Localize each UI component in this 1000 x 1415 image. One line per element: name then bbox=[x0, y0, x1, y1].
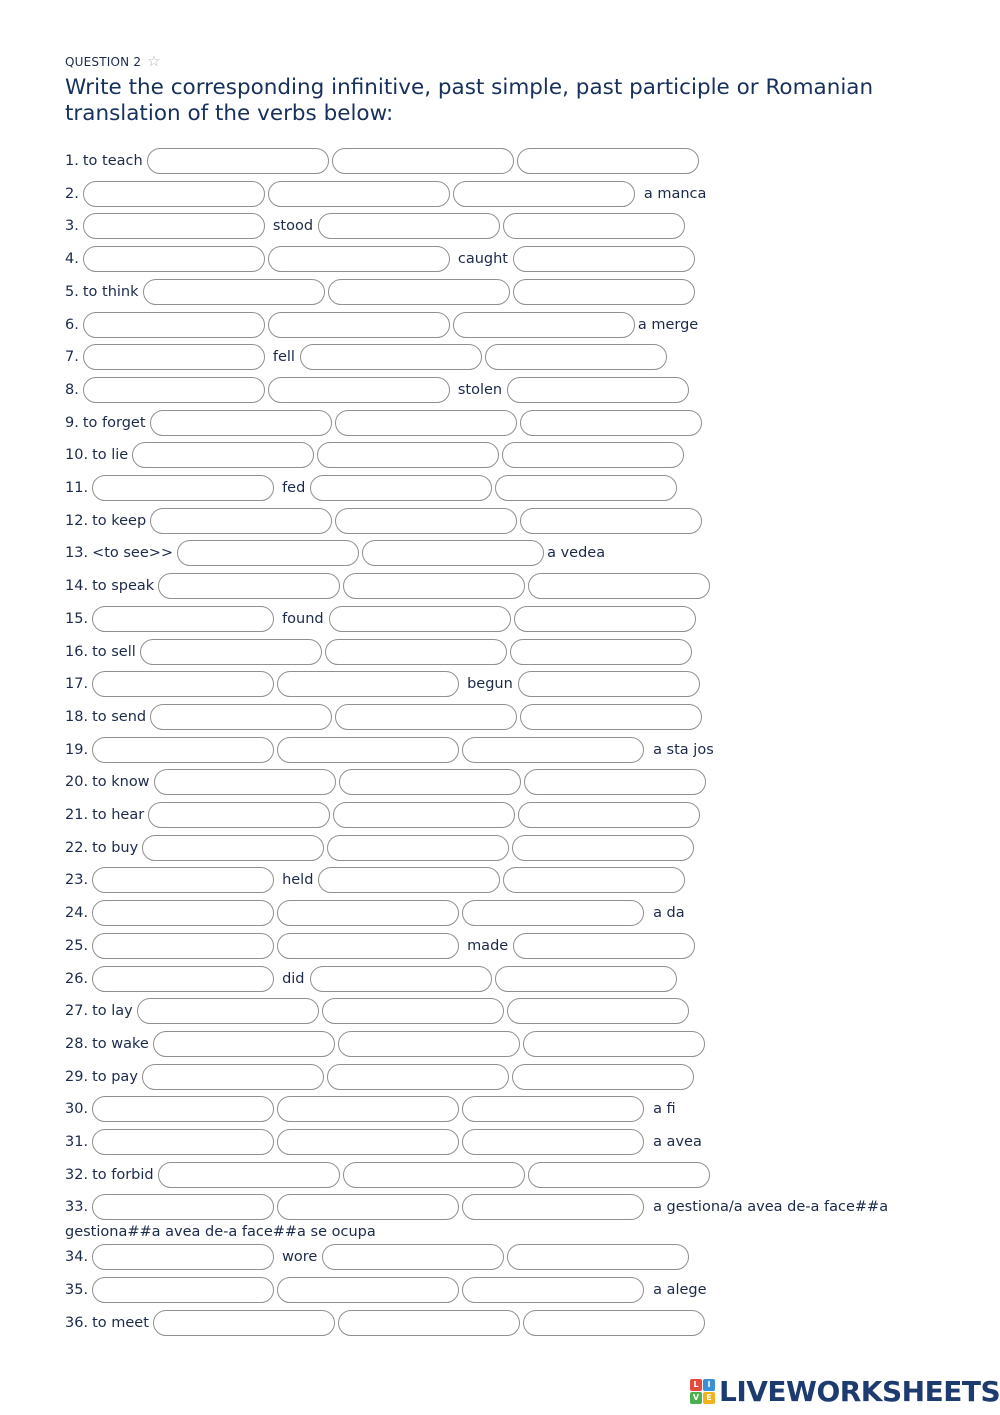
exercise-row bbox=[65, 767, 709, 797]
answer-input[interactable] bbox=[510, 639, 692, 665]
answer-input[interactable] bbox=[92, 606, 274, 632]
answer-input[interactable] bbox=[503, 213, 685, 239]
translation: a da bbox=[653, 905, 685, 922]
row-number: 24. bbox=[65, 905, 89, 922]
row-number: 15. bbox=[65, 610, 89, 627]
answer-input[interactable] bbox=[277, 737, 459, 763]
answer-input[interactable] bbox=[92, 933, 274, 959]
answer-input[interactable] bbox=[154, 769, 336, 795]
answer-input[interactable] bbox=[83, 377, 265, 403]
translation: a manca bbox=[643, 185, 707, 202]
exercise-row bbox=[65, 1062, 697, 1092]
exercise-row bbox=[65, 865, 688, 895]
answer-input[interactable] bbox=[92, 1244, 274, 1270]
answer-input[interactable] bbox=[318, 213, 500, 239]
exercise-row bbox=[65, 637, 695, 667]
translation: a merge bbox=[637, 316, 699, 333]
given-form: caught bbox=[457, 251, 508, 268]
answer-input[interactable] bbox=[153, 1031, 335, 1057]
row-number: 31. bbox=[65, 1134, 89, 1150]
instructions: Write the corresponding infinitive, past simple, past participle or Romanian translation of the verbs below: bbox=[65, 75, 874, 126]
row-number: 22. bbox=[65, 839, 89, 856]
answer-input[interactable] bbox=[520, 410, 702, 436]
answer-input[interactable] bbox=[92, 737, 274, 763]
exercise-row bbox=[65, 244, 698, 274]
given-form: stolen bbox=[457, 381, 503, 398]
translation: a sta jos bbox=[653, 741, 714, 758]
answer-input[interactable] bbox=[518, 802, 700, 828]
answer-input[interactable] bbox=[343, 573, 525, 599]
exercise-row bbox=[65, 1160, 713, 1190]
exercise-row bbox=[65, 1094, 680, 1124]
answer-input[interactable] bbox=[177, 540, 359, 566]
answer-input[interactable] bbox=[300, 344, 482, 370]
answer-input[interactable] bbox=[92, 1129, 274, 1155]
answer-input[interactable] bbox=[150, 410, 332, 436]
answer-input[interactable] bbox=[507, 998, 689, 1024]
answer-input[interactable] bbox=[83, 213, 265, 239]
answer-input[interactable] bbox=[462, 1096, 644, 1122]
answer-input[interactable] bbox=[335, 508, 517, 534]
answer-input[interactable] bbox=[503, 867, 685, 893]
question-header bbox=[65, 54, 161, 69]
exercise-row bbox=[65, 342, 670, 372]
row-number: 34. bbox=[65, 1249, 89, 1265]
answer-input[interactable] bbox=[520, 704, 702, 730]
answer-input[interactable] bbox=[92, 966, 274, 992]
answer-input[interactable] bbox=[83, 312, 265, 338]
liveworksheets-logo bbox=[690, 1373, 1000, 1409]
answer-input[interactable] bbox=[143, 279, 325, 305]
row-number: 23. bbox=[65, 872, 89, 889]
exercise-row bbox=[65, 735, 718, 765]
answer-input[interactable] bbox=[92, 671, 274, 697]
logo-mark-cell: V bbox=[690, 1392, 702, 1404]
logo-mark-icon bbox=[690, 1379, 715, 1404]
exercise-row bbox=[65, 1192, 892, 1222]
row-number: 4. bbox=[65, 251, 79, 268]
answer-input[interactable] bbox=[92, 1096, 274, 1122]
answer-input[interactable] bbox=[268, 312, 450, 338]
answer-input[interactable] bbox=[517, 148, 699, 174]
logo-mark-cell: E bbox=[703, 1392, 715, 1404]
answer-input[interactable] bbox=[524, 769, 706, 795]
row-33-continuation: gestiona##a avea de-a face##a se ocupa bbox=[65, 1224, 376, 1240]
answer-input[interactable] bbox=[523, 1031, 705, 1057]
verb-prompt: to buy bbox=[92, 839, 139, 856]
answer-input[interactable] bbox=[462, 1277, 644, 1303]
answer-input[interactable] bbox=[150, 704, 332, 730]
answer-input[interactable] bbox=[268, 181, 450, 207]
row-number: 5. bbox=[65, 283, 79, 300]
exercise-row bbox=[65, 277, 698, 307]
exercise-row bbox=[65, 604, 699, 634]
answer-input[interactable] bbox=[277, 1194, 459, 1220]
verb-prompt: to wake bbox=[92, 1035, 149, 1052]
row-number: 29. bbox=[65, 1068, 89, 1085]
answer-input[interactable] bbox=[142, 1064, 324, 1090]
answer-input[interactable] bbox=[140, 639, 322, 665]
row-number: 1. bbox=[65, 153, 79, 169]
verb-prompt: to sell bbox=[92, 643, 136, 660]
answer-input[interactable] bbox=[277, 671, 459, 697]
exercise-row bbox=[65, 408, 705, 438]
answer-input[interactable] bbox=[277, 1129, 459, 1155]
answer-input[interactable] bbox=[153, 1310, 335, 1336]
verb-prompt: to forbid bbox=[92, 1166, 154, 1183]
given-form: did bbox=[282, 970, 305, 987]
answer-input[interactable] bbox=[268, 246, 450, 272]
answer-input[interactable] bbox=[513, 279, 695, 305]
row-number: 36. bbox=[65, 1315, 89, 1331]
answer-input[interactable] bbox=[328, 279, 510, 305]
exercise-row bbox=[65, 538, 609, 568]
row-number: 9. bbox=[65, 414, 79, 431]
logo-mark-cell: L bbox=[690, 1379, 702, 1391]
answer-input[interactable] bbox=[513, 246, 695, 272]
answer-input[interactable] bbox=[277, 1277, 459, 1303]
answer-input[interactable] bbox=[92, 1277, 274, 1303]
answer-input[interactable] bbox=[142, 835, 324, 861]
answer-input[interactable] bbox=[343, 1162, 525, 1188]
row-number: 33. bbox=[65, 1199, 89, 1216]
verb-prompt: to lie bbox=[92, 447, 129, 464]
answer-input[interactable] bbox=[92, 475, 274, 501]
verb-prompt: to forget bbox=[82, 414, 146, 431]
answer-input[interactable] bbox=[329, 606, 511, 632]
answer-input[interactable] bbox=[523, 1310, 705, 1336]
exercise-row bbox=[65, 375, 692, 405]
exercise-row bbox=[65, 146, 702, 176]
row-number: 7. bbox=[65, 349, 79, 366]
answer-input[interactable] bbox=[92, 900, 274, 926]
logo-mark-cell: I bbox=[703, 1379, 715, 1391]
exercise-row bbox=[65, 669, 703, 699]
answer-input[interactable] bbox=[495, 475, 677, 501]
answer-input[interactable] bbox=[277, 1096, 459, 1122]
answer-input[interactable] bbox=[507, 377, 689, 403]
question-label: QUESTION 2 bbox=[65, 54, 142, 69]
answer-input[interactable] bbox=[83, 246, 265, 272]
given-form: begun bbox=[467, 676, 513, 693]
answer-input[interactable] bbox=[92, 867, 274, 893]
translation: a gestiona/a avea de-a face##a bbox=[653, 1199, 889, 1216]
answer-input[interactable] bbox=[513, 933, 695, 959]
exercise-row bbox=[65, 833, 697, 863]
answer-input[interactable] bbox=[462, 900, 644, 926]
exercise-row bbox=[65, 964, 680, 994]
answer-input[interactable] bbox=[147, 148, 329, 174]
given-form: held bbox=[282, 872, 314, 889]
row-number: 27. bbox=[65, 1003, 89, 1020]
answer-input[interactable] bbox=[317, 442, 499, 468]
verb-prompt: to lay bbox=[92, 1003, 133, 1020]
answer-input[interactable] bbox=[528, 1162, 710, 1188]
answer-input[interactable] bbox=[528, 573, 710, 599]
verb-prompt: to pay bbox=[92, 1068, 138, 1085]
row-number: 2. bbox=[65, 185, 79, 202]
answer-input[interactable] bbox=[277, 933, 459, 959]
row-number: 16. bbox=[65, 643, 89, 660]
answer-input[interactable] bbox=[318, 867, 500, 893]
answer-input[interactable] bbox=[362, 540, 544, 566]
row-number: 13. bbox=[65, 545, 89, 562]
row-number: 19. bbox=[65, 741, 89, 758]
answer-input[interactable] bbox=[158, 573, 340, 599]
answer-input[interactable] bbox=[462, 737, 644, 763]
answer-input[interactable] bbox=[277, 900, 459, 926]
answer-input[interactable] bbox=[333, 802, 515, 828]
exercise-row bbox=[65, 440, 687, 470]
verb-prompt: to think bbox=[82, 283, 139, 300]
row-number: 12. bbox=[65, 512, 89, 529]
exercise-row bbox=[65, 506, 705, 536]
exercise-row bbox=[65, 310, 702, 340]
row-number: 10. bbox=[65, 447, 89, 464]
answer-input[interactable] bbox=[150, 508, 332, 534]
row-number: 18. bbox=[65, 708, 89, 725]
row-number: 21. bbox=[65, 807, 89, 823]
verb-prompt: to know bbox=[92, 774, 150, 791]
answer-input[interactable] bbox=[335, 410, 517, 436]
answer-input[interactable] bbox=[338, 1310, 520, 1336]
answer-input[interactable] bbox=[339, 769, 521, 795]
row-number: 8. bbox=[65, 381, 79, 398]
exercise-row bbox=[65, 1242, 692, 1272]
given-form: fed bbox=[282, 480, 306, 496]
answer-input[interactable] bbox=[453, 312, 635, 338]
answer-input[interactable] bbox=[310, 475, 492, 501]
exercise-row bbox=[65, 800, 703, 830]
answer-input[interactable] bbox=[507, 1244, 689, 1270]
verb-prompt: to hear bbox=[92, 807, 145, 823]
answer-input[interactable] bbox=[338, 1031, 520, 1057]
given-form: stood bbox=[272, 218, 314, 235]
translation: a fi bbox=[653, 1101, 676, 1118]
answer-input[interactable] bbox=[92, 1194, 274, 1220]
exercise-row bbox=[65, 473, 680, 503]
answer-input[interactable] bbox=[485, 344, 667, 370]
answer-input[interactable] bbox=[268, 377, 450, 403]
row-number: 6. bbox=[65, 316, 79, 333]
star-icon[interactable]: ☆ bbox=[147, 52, 161, 70]
answer-input[interactable] bbox=[132, 442, 314, 468]
exercise-row bbox=[65, 1029, 708, 1059]
answer-input[interactable] bbox=[327, 835, 509, 861]
given-form: made bbox=[467, 937, 509, 954]
translation: a vedea bbox=[547, 545, 606, 562]
answer-input[interactable] bbox=[514, 606, 696, 632]
row-number: 26. bbox=[65, 970, 89, 987]
verb-prompt: to speak bbox=[92, 578, 155, 595]
answer-input[interactable] bbox=[502, 442, 684, 468]
verb-prompt: to send bbox=[92, 708, 147, 725]
answer-input[interactable] bbox=[322, 1244, 504, 1270]
row-number: 28. bbox=[65, 1035, 89, 1052]
row-number: 35. bbox=[65, 1282, 89, 1298]
row-number: 14. bbox=[65, 578, 89, 595]
row-number: 32. bbox=[65, 1166, 89, 1183]
exercise-row bbox=[65, 996, 692, 1026]
row-number: 17. bbox=[65, 676, 89, 693]
row-number: 3. bbox=[65, 218, 79, 235]
exercise-row bbox=[65, 211, 688, 241]
answer-input[interactable] bbox=[512, 1064, 694, 1090]
exercise-row bbox=[65, 571, 713, 601]
answer-input[interactable] bbox=[453, 181, 635, 207]
translation: a alege bbox=[653, 1282, 707, 1298]
exercise-row bbox=[65, 898, 689, 928]
given-form: fell bbox=[272, 349, 295, 366]
answer-input[interactable] bbox=[462, 1129, 644, 1155]
answer-input[interactable] bbox=[495, 966, 677, 992]
answer-input[interactable] bbox=[137, 998, 319, 1024]
row-number: 20. bbox=[65, 774, 89, 791]
answer-input[interactable] bbox=[83, 181, 265, 207]
answer-input[interactable] bbox=[520, 508, 702, 534]
exercise-row bbox=[65, 1275, 711, 1305]
answer-input[interactable] bbox=[327, 1064, 509, 1090]
verb-prompt: to meet bbox=[92, 1315, 149, 1331]
logo-text: LIVEWORKSHEETS bbox=[719, 1374, 1000, 1408]
answer-input[interactable] bbox=[462, 1194, 644, 1220]
given-form: found bbox=[282, 610, 324, 627]
answer-input[interactable] bbox=[512, 835, 694, 861]
exercise-row bbox=[65, 931, 698, 961]
row-number: 30. bbox=[65, 1101, 89, 1118]
exercise-row bbox=[65, 702, 705, 732]
answer-input[interactable] bbox=[322, 998, 504, 1024]
verb-prompt: to keep bbox=[92, 512, 147, 529]
row-number: 25. bbox=[65, 937, 89, 954]
exercise-row bbox=[65, 1308, 708, 1338]
translation: a avea bbox=[653, 1134, 702, 1150]
answer-input[interactable] bbox=[148, 802, 330, 828]
answer-input[interactable] bbox=[325, 639, 507, 665]
answer-input[interactable] bbox=[83, 344, 265, 370]
answer-input[interactable] bbox=[310, 966, 492, 992]
answer-input[interactable] bbox=[518, 671, 700, 697]
answer-input[interactable] bbox=[335, 704, 517, 730]
exercise-row bbox=[65, 1127, 706, 1157]
answer-input[interactable] bbox=[158, 1162, 340, 1188]
given-form: wore bbox=[282, 1249, 318, 1265]
verb-prompt: <to see>> bbox=[92, 545, 174, 562]
answer-input[interactable] bbox=[332, 148, 514, 174]
verb-prompt: to teach bbox=[82, 153, 143, 169]
row-number: 11. bbox=[65, 480, 89, 496]
exercise-row bbox=[65, 179, 710, 209]
